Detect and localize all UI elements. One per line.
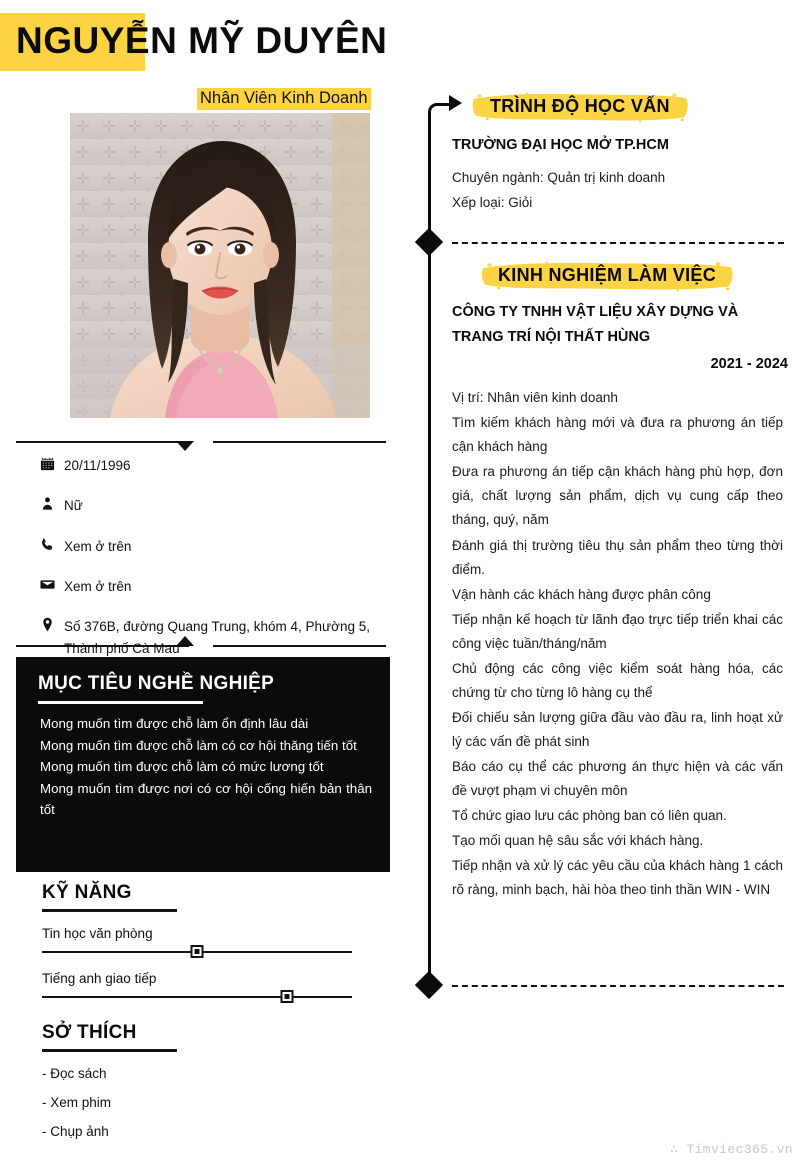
skill-knob[interactable] (191, 945, 204, 958)
section-dashed-divider (452, 242, 784, 244)
calendar-icon (40, 455, 64, 471)
email-value: Xem ở trên (64, 578, 132, 594)
hobbies-title-underline (42, 1049, 177, 1052)
objective-item: Mong muốn tìm được chỗ làm ổn định lâu dài (40, 716, 309, 731)
experience-duty: Tổ chức giao lưu các phòng ban có liên quan. (452, 808, 727, 823)
section-title-skills: KỸ NĂNG (42, 882, 132, 903)
experience-title-text: KINH NGHIỆM LÀM VIỆC (498, 265, 717, 285)
experience-duty: Tiếp nhận và xử lý các yêu cầu của khách hàng 1 cách rõ ràng, minh bạch, hài hòa theo tinh thần WIN - WIN (452, 858, 783, 898)
experience-period: 2021 - 2024 (710, 356, 788, 372)
objective-item: Mong muốn tìm được chỗ làm có cơ hội thăng tiến tốt (40, 737, 357, 753)
list-item: - Chụp ảnh (42, 1124, 109, 1139)
skill-track (42, 996, 352, 998)
objective-item: Mong muốn tìm được chỗ làm có mức lương tốt (40, 759, 324, 775)
objective-title-underline (38, 701, 203, 704)
skill-label: Tiếng anh giao tiếp (42, 971, 157, 986)
experience-duty: Báo cáo cụ thể các phương án thực hiện và các vấn đề vượt phạm vi chuyên môn (452, 759, 783, 799)
skill-row (42, 971, 352, 1004)
education-title-text: TRÌNH ĐỘ HỌC VẤN (490, 96, 670, 116)
avatar (70, 113, 370, 418)
user-icon (40, 495, 64, 511)
skills-section (42, 882, 352, 1016)
skill-row (42, 926, 352, 959)
experience-duty: Vận hành các khách hàng được phân công (452, 587, 711, 602)
timeline-diamond (415, 971, 443, 999)
section-title-experience (478, 260, 736, 292)
skill-slider[interactable] (42, 990, 352, 1004)
experience-duty: Chủ động các công việc kiểm soát hàng hóa, các chứng từ cho từng lô hàng cụ thể (452, 661, 783, 701)
objective-item: Mong muốn tìm được nơi có cơ hội cống hiến bản thân tốt (40, 780, 372, 818)
experience-position: Vị trí: Nhân viên kinh doanh (452, 390, 618, 405)
list-item (40, 495, 390, 517)
phone-value: Xem ở trên (64, 538, 132, 554)
arrow-right-icon (449, 95, 462, 111)
list-item: - Đọc sách (42, 1066, 107, 1081)
experience-duty: Đối chiếu sản lượng giữa đầu vào đầu ra, linh hoạt xử lý các vấn đề phát sinh (452, 710, 783, 750)
skill-slider[interactable] (42, 945, 352, 959)
education-school: TRƯỜNG ĐẠI HỌC MỞ TP.HCM (452, 137, 669, 153)
gender-value: Nữ (64, 498, 83, 514)
section-dashed-divider (452, 985, 784, 987)
list-item (40, 616, 390, 661)
skills-title-underline (42, 909, 177, 912)
portrait-illustration (70, 113, 370, 418)
address-value: Số 376B, đường Quang Trung, khóm 4, Phường 5, Thành phố Cà Mau (64, 619, 370, 657)
experience-duty: Đưa ra phương án tiếp cận khách hàng phù hợp, đơn giá, chất lượng sản phẩm, dịch vụ cung cấp theo tháng, quý, năm (452, 464, 783, 528)
timeline-diamond (415, 228, 443, 256)
experience-duty: Tạo mối quan hệ sâu sắc với khách hàng. (452, 833, 704, 848)
birthday-value: 20/11/1996 (64, 458, 131, 473)
skill-knob[interactable] (280, 990, 293, 1003)
education-grade: Xếp loại: Giỏi (452, 195, 533, 210)
section-title-education (470, 91, 690, 123)
list-item (40, 576, 390, 598)
envelope-icon (40, 576, 64, 592)
list-item (40, 455, 390, 477)
job-title-badge: Nhân Viên Kinh Doanh (197, 88, 371, 110)
career-objective-section (16, 657, 390, 872)
experience-company: CÔNG TY TNHH VẬT LIỆU XÂY DỰNG VÀ TRANG TRÍ NỘI THẤT HÙNG (452, 304, 739, 345)
education-major: Chuyên ngành: Quản trị kinh doanh (452, 170, 666, 185)
contact-list (40, 455, 390, 679)
watermark: ∴ Timviec365.vn (669, 1142, 793, 1157)
section-title-hobbies: SỞ THÍCH (42, 1022, 137, 1043)
hobbies-section (42, 1022, 177, 1153)
list-item: - Xem phim (42, 1095, 112, 1110)
phone-icon (40, 536, 64, 552)
experience-duty: Tìm kiếm khách hàng mới và đưa ra phương án tiếp cận khách hàng (452, 415, 783, 455)
page-title: NGUYỄN MỸ DUYÊN (16, 20, 388, 61)
section-title-objective: MỤC TIÊU NGHỀ NGHIỆP (38, 673, 275, 694)
map-pin-icon (40, 616, 64, 632)
experience-duty: Đánh giá thị trường tiêu thụ sản phẩm theo từng thời điểm. (452, 538, 783, 578)
skill-label: Tin học văn phòng (42, 926, 153, 941)
list-item (40, 536, 390, 558)
experience-duty: Tiếp nhận kế hoạch từ lãnh đạo trực tiếp triển khai các công việc tuần/tháng/năm (452, 612, 783, 652)
chevron-down-icon (176, 441, 194, 451)
